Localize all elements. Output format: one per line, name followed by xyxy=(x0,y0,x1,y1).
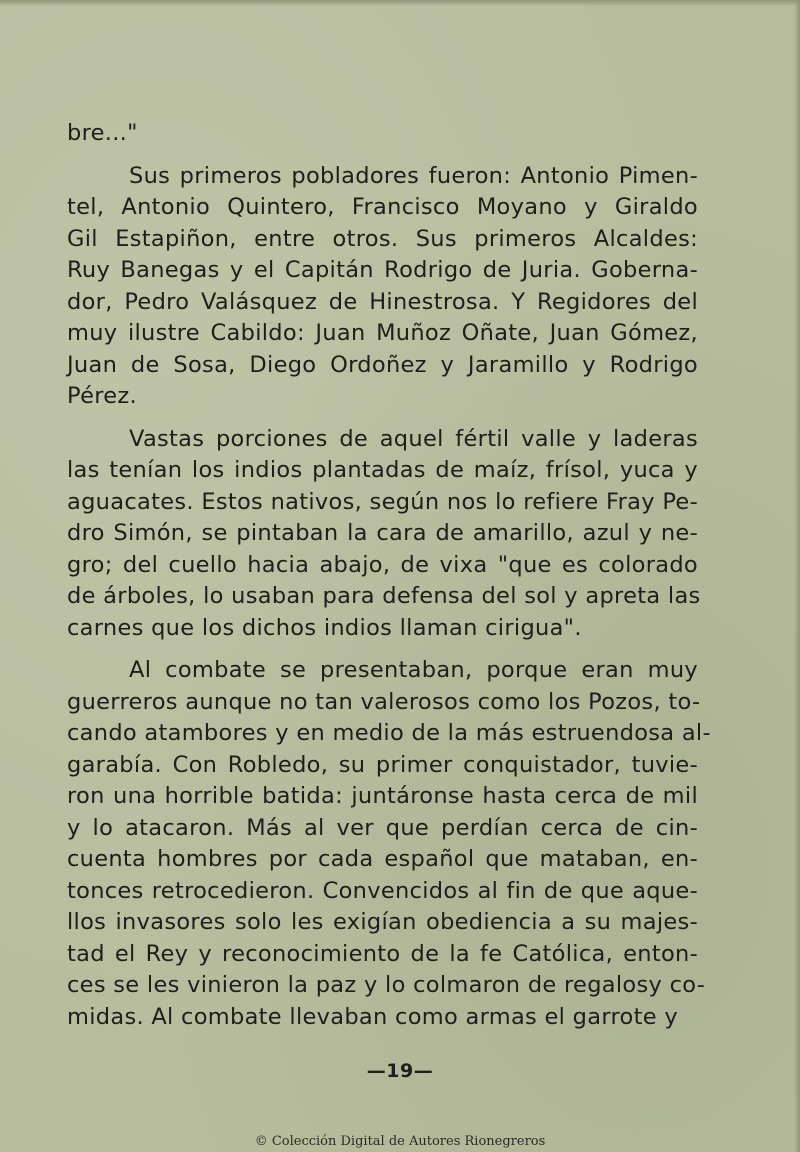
text-line: gro; del cuello hacia abajo, de vixa "que es colorado xyxy=(67,551,698,578)
text-line: Sus primeros pobladores fueron: Antonio Pimen- xyxy=(129,162,698,189)
text-line: y lo atacaron. Más al ver que perdían cerca de cin- xyxy=(67,814,698,841)
footer-credit: © Colección Digital de Autores Rionegreros xyxy=(254,1134,546,1149)
text-line: llos invasores solo les exigían obediencia a su majes- xyxy=(67,909,698,935)
text-line: Gil Estapiñon, entre otros. Sus primeros Alcaldes: xyxy=(67,225,698,252)
text-line: ron una horrible batida: juntáronse hasta cerca de mil xyxy=(67,783,698,809)
text-line: midas. Al combate llevaban como armas el garrote y xyxy=(67,1003,678,1030)
paragraph xyxy=(67,161,698,413)
text-line: muy ilustre Cabildo: Juan Muñoz Oñate, Juan Gómez, xyxy=(67,320,698,346)
text-line: garabía. Con Robledo, su primer conquistador, tuvie- xyxy=(67,751,698,778)
paragraph-gap xyxy=(67,413,698,424)
body-text xyxy=(67,118,711,1033)
page-number: —19— xyxy=(366,1060,434,1082)
text-line: las tenían los indios plantadas de maíz, frísol, yuca y xyxy=(67,457,698,483)
text-line: dro Simón, se pintaban la cara de amarillo, azul y ne- xyxy=(67,520,698,546)
text-line: de árboles, lo usaban para defensa del sol y apreta las xyxy=(67,583,701,609)
text-line: Pérez. xyxy=(67,383,137,409)
text-line: carnes que los dichos indios llaman cirigua". xyxy=(67,614,582,641)
text-line: dor, Pedro Valásquez de Hinestrosa. Y Regidores del xyxy=(67,288,698,315)
text-line: cando atambores y en medio de la más estruendosa al- xyxy=(67,720,711,746)
text-line: Juan de Sosa, Diego Ordoñez y Jaramillo y Rodrigo xyxy=(67,351,698,378)
text-line: ces se les vinieron la paz y lo colmaron de regalosy co- xyxy=(67,972,706,998)
paragraph-gap xyxy=(67,644,698,655)
text-line: tonces retrocedieron. Convencidos al fin de que aque- xyxy=(67,877,698,904)
text-line: Al combate se presentaban, porque eran muy xyxy=(129,657,698,683)
text-line: aguacates. Estos nativos, según nos lo refiere Fray Pe- xyxy=(67,488,698,515)
text-line: guerreros aunque no tan valerosos como los Pozos, to- xyxy=(67,688,701,715)
paragraph-gap xyxy=(67,150,698,161)
paragraph xyxy=(67,424,701,645)
text-line: tad el Rey y reconocimiento de la fe Católica, enton- xyxy=(67,940,698,967)
paragraph xyxy=(67,655,711,1033)
page-edge-shadow-right xyxy=(794,0,800,1152)
text-line: Vastas porciones de aquel fértil valle y laderas xyxy=(129,425,698,452)
text-line: tel, Antonio Quintero, Francisco Moyano y Giraldo xyxy=(67,194,698,220)
page-edge-shadow-top xyxy=(0,0,800,6)
text-line: cuenta hombres por cada español que mataban, en- xyxy=(67,846,698,872)
text-line: Ruy Banegas y el Capitán Rodrigo de Juria. Goberna- xyxy=(67,257,698,283)
text-line: bre..." xyxy=(67,120,138,146)
paragraph xyxy=(67,118,698,150)
